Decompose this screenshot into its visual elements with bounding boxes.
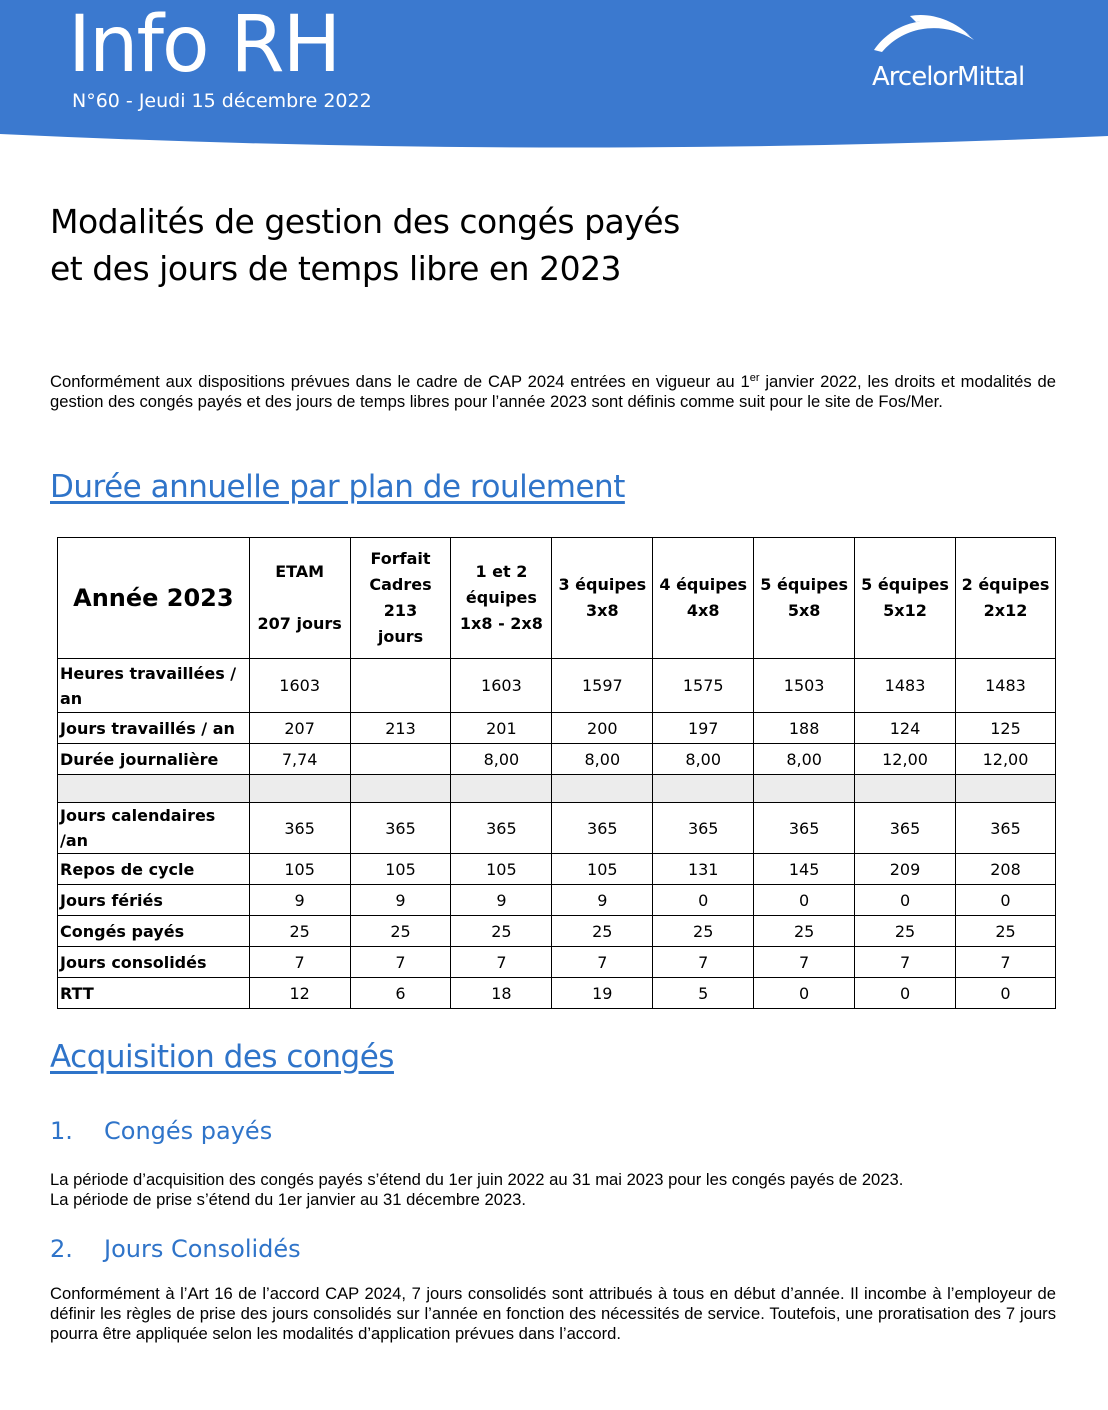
empty-cell: [855, 775, 956, 803]
column-header-text: 3x8: [586, 601, 619, 620]
table-cell: 25: [350, 916, 451, 947]
empty-cell: [955, 775, 1055, 803]
column-header-3x8: [552, 538, 653, 659]
conges-payes-paragraph: [50, 1170, 1056, 1210]
column-header-text: Cadres 213: [369, 575, 432, 620]
column-header-text: équipes: [465, 588, 537, 607]
table-cell: 9: [350, 885, 451, 916]
table-cell: 365: [855, 803, 956, 854]
table-cell: 207: [249, 713, 350, 744]
page-title-line-2: et des jours de temps libre en 2023: [50, 249, 622, 288]
column-header-forfait-cadres: [350, 538, 451, 659]
table-header-row: [58, 538, 1056, 659]
table-row: [58, 916, 1056, 947]
row-label: RTT: [58, 978, 250, 1009]
subheading-jours-consolides: [50, 1237, 301, 1261]
table-cell: 9: [552, 885, 653, 916]
table-row: [58, 713, 1056, 744]
table-cell: 12,00: [855, 744, 956, 775]
table-cell: 105: [552, 854, 653, 885]
table-cell: 124: [855, 713, 956, 744]
table-cell: 131: [653, 854, 754, 885]
table-cell: 9: [249, 885, 350, 916]
column-header-text: 5 équipes: [760, 575, 848, 594]
table-cell: 18: [451, 978, 552, 1009]
table-cell: 7: [249, 947, 350, 978]
table-cell: 0: [754, 885, 855, 916]
table-row: [58, 854, 1056, 885]
table-cell: 197: [653, 713, 754, 744]
subheading-title: Jours Consolidés: [104, 1235, 301, 1263]
column-header-text: 1 et 2: [475, 562, 528, 581]
table-cell: 1483: [855, 659, 956, 713]
column-header-text: 5x8: [787, 601, 821, 620]
table-cell: 125: [955, 713, 1055, 744]
table-row: [58, 885, 1056, 916]
table-cell: 25: [249, 916, 350, 947]
table-cell: 105: [451, 854, 552, 885]
intro-paragraph: [50, 372, 1056, 412]
table-cell: 200: [552, 713, 653, 744]
table-separator-row: [58, 775, 1056, 803]
empty-cell: [754, 775, 855, 803]
table-cell: 365: [754, 803, 855, 854]
brand-name: ArcelorMittal: [872, 62, 1025, 92]
table-cell: 1575: [653, 659, 754, 713]
table-cell: 0: [955, 885, 1055, 916]
table-cell: 25: [451, 916, 552, 947]
table-cell: 7: [653, 947, 754, 978]
table-cell: 201: [451, 713, 552, 744]
table-cell: 8,00: [653, 744, 754, 775]
row-label: Repos de cycle: [58, 854, 250, 885]
row-label: Jours consolidés: [58, 947, 250, 978]
column-header-5x8: [754, 538, 855, 659]
empty-cell: [552, 775, 653, 803]
column-header-4x8: [653, 538, 754, 659]
table-cell: 0: [653, 885, 754, 916]
column-header-text: 207 jours: [257, 614, 342, 633]
table-cell: 25: [754, 916, 855, 947]
table-cell: 0: [754, 978, 855, 1009]
table-cell: 213: [350, 713, 451, 744]
table-cell: 1597: [552, 659, 653, 713]
table-cell: 0: [955, 978, 1055, 1009]
subheading-conges-payes: [50, 1119, 272, 1143]
row-label: Congés payés: [58, 916, 250, 947]
table-cell: [350, 744, 451, 775]
table-cell: 7: [451, 947, 552, 978]
empty-cell: [451, 775, 552, 803]
column-header-1-2-equipes: [451, 538, 552, 659]
column-header-text: 5 équipes: [861, 575, 949, 594]
table-cell: 1483: [955, 659, 1055, 713]
table-cell: 7: [955, 947, 1055, 978]
table-cell: 8,00: [451, 744, 552, 775]
table-row: [58, 659, 1056, 713]
page-title: [50, 198, 1050, 292]
section-heading-acquisition: Acquisition des congés: [50, 1039, 394, 1075]
issue-date: N°60 - Jeudi 15 décembre 2022: [72, 90, 372, 112]
empty-cell: [249, 775, 350, 803]
table-cell: 25: [855, 916, 956, 947]
table-cell: 25: [552, 916, 653, 947]
table-cell: 5: [653, 978, 754, 1009]
table-cell: 0: [855, 978, 956, 1009]
column-header-text: 3 équipes: [558, 575, 647, 594]
section-heading-duree: Durée annuelle par plan de roulement: [50, 469, 625, 505]
table-cell: 1603: [451, 659, 552, 713]
table-cell: 7: [552, 947, 653, 978]
column-header-text: [252, 585, 348, 611]
newsletter-title: Info RH: [68, 0, 340, 90]
table-cell: 7: [754, 947, 855, 978]
column-header-5x12: [855, 538, 956, 659]
table-cell: 365: [451, 803, 552, 854]
table-cell: 8,00: [552, 744, 653, 775]
table-row: [58, 978, 1056, 1009]
subheading-number: 2.: [50, 1235, 73, 1263]
table-cell: 25: [653, 916, 754, 947]
table-cell: 1603: [249, 659, 350, 713]
column-header-text: 1x8 - 2x8: [459, 614, 543, 633]
year-header: Année 2023: [58, 538, 250, 659]
table-cell: 0: [855, 885, 956, 916]
table-cell: 365: [249, 803, 350, 854]
row-label: Jours travaillés / an: [58, 713, 250, 744]
table-cell: 365: [350, 803, 451, 854]
empty-cell: [350, 775, 451, 803]
table-cell: 7: [855, 947, 956, 978]
subheading-number: 1.: [50, 1117, 73, 1145]
paragraph-line: La période de prise s’étend du 1er janvier au 31 décembre 2023.: [50, 1190, 527, 1209]
intro-text-start: Conformément aux dispositions prévues dans le cadre de CAP 2024 entrées en vigueur au 1: [50, 372, 750, 391]
table-cell: 365: [552, 803, 653, 854]
paragraph-line: La période d’acquisition des congés payés s’étend du 1er juin 2022 au 31 mai 2023 pour les congés payés de 2023.: [50, 1170, 904, 1189]
table-cell: 12,00: [955, 744, 1055, 775]
column-header-etam: [249, 538, 350, 659]
table-cell: 188: [754, 713, 855, 744]
arcelormittal-swoosh-icon: [870, 10, 976, 54]
table-cell: 12: [249, 978, 350, 1009]
intro-text-end: janvier 2022, les droits et modalités de gestion des congés payés et des jours de temps libres pour l’année 2023 sont définis comme suit pour le site de Fos/Mer.: [50, 372, 1056, 411]
rotation-plan-table: [57, 537, 1056, 1009]
table-cell: 7: [350, 947, 451, 978]
column-header-text: 2x12: [983, 601, 1028, 620]
table-row: [58, 744, 1056, 775]
table-cell: 105: [249, 854, 350, 885]
empty-cell: [653, 775, 754, 803]
header-banner: [0, 0, 1108, 160]
table-cell: 365: [955, 803, 1055, 854]
column-header-text: jours: [377, 627, 424, 646]
row-label: Durée journalière: [58, 744, 250, 775]
table-cell: 8,00: [754, 744, 855, 775]
table-cell: 209: [855, 854, 956, 885]
row-label: Jours fériés: [58, 885, 250, 916]
table-row: [58, 803, 1056, 854]
row-label: Heures travaillées / an: [58, 659, 250, 713]
jours-consolides-paragraph: Conformément à l’Art 16 de l’accord CAP 2024, 7 jours consolidés sont attribués à tous en début d’année. Il incombe à l’employeur de définir les règles de prise des jours consolidés sur l’année en fonction des nécessités de service. Toutefois, une proratisation des 7 jours pourra être appliquée selon les modalités d’application prévues dans l’accord.: [50, 1284, 1056, 1343]
column-header-text: 2 équipes: [961, 575, 1050, 594]
table-cell: 1503: [754, 659, 855, 713]
column-header-2x12: [955, 538, 1055, 659]
empty-cell: [58, 775, 250, 803]
table-cell: 7,74: [249, 744, 350, 775]
table-cell: 145: [754, 854, 855, 885]
table-cell: 105: [350, 854, 451, 885]
table-row: [58, 947, 1056, 978]
subheading-title: Congés payés: [104, 1117, 273, 1145]
table-cell: 9: [451, 885, 552, 916]
table-cell: [350, 659, 451, 713]
page-title-line-1: Modalités de gestion des congés payés: [50, 202, 680, 241]
table-cell: 6: [350, 978, 451, 1009]
table-cell: 365: [653, 803, 754, 854]
column-header-text: 5x12: [883, 601, 927, 620]
column-header-text: ETAM: [275, 562, 325, 581]
arcelormittal-logo: [870, 10, 1060, 100]
column-header-text: 4 équipes: [659, 575, 748, 594]
table-cell: 19: [552, 978, 653, 1009]
column-header-text: 4x8: [686, 601, 720, 620]
column-header-text: Forfait: [370, 549, 431, 568]
intro-superscript: er: [749, 372, 760, 384]
table-cell: 25: [955, 916, 1055, 947]
row-label: Jours calendaires /an: [58, 803, 250, 854]
table-cell: 208: [955, 854, 1055, 885]
